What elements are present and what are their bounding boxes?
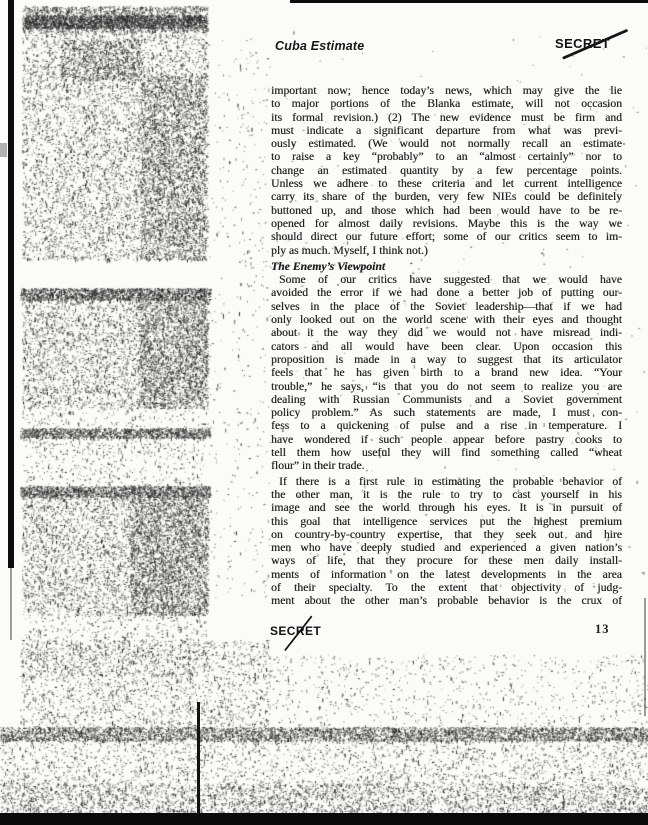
text-line: feels that he has given birth to a brand new idea. “Your (271, 366, 622, 380)
text-line: to major portions of the Blanka estimate, will not occasion (271, 97, 622, 111)
text-line: of their specialty. To the extent that objectivity of judg- (271, 580, 622, 594)
running-title: Cuba Estimate (275, 39, 365, 53)
text-line: Unless we adhere to these criteria and let current intelligence (271, 177, 622, 191)
text-line: the other man, it is the rule to try to cast yourself in his (271, 487, 622, 501)
scan-edge-bar-left-tail (10, 568, 12, 640)
text-line: cators and all would have been clear. Upon occasion this (271, 339, 622, 353)
text-line: its formal revision.) (2) The new evidence must be firm and (271, 110, 622, 124)
text-line: men who have deeply studied and experienced a given nation’s (271, 541, 622, 555)
text-line: fess to a quickening of pulse and a rise in temperature. I (271, 419, 622, 433)
scan-vertical-line (197, 702, 200, 814)
scan-smudge (0, 143, 7, 157)
text-line: trouble,” he says, “is that you do not seem to realize you are (271, 379, 622, 393)
text-line: policy problem.” As such statements are made, I must con- (271, 406, 622, 420)
text-line: important now; hence today’s news, which may give the lie (271, 84, 622, 97)
body-paragraph (271, 273, 622, 472)
text-line: only looked out on the world scene with their eyes and thought (271, 313, 622, 327)
text-line: image and see the world through his eyes. It is in pursuit of (271, 501, 622, 515)
text-line: carry its share of the burden, very few NIEs could be definitely (271, 190, 622, 204)
text-line: ways of life, that they procure for these men daily install- (271, 554, 622, 568)
text-line: to raise a key “probably” to an “almost certainly” nor to (271, 150, 622, 164)
body-paragraph (271, 475, 622, 608)
text-line: tell them how useful they will find something called “wheat (271, 446, 622, 460)
text-line: avoided the error if we had done a better job of putting our- (271, 286, 622, 300)
text-line: about it the way they did we would not have misread indi- (271, 326, 622, 340)
text-line: have wondered if such people appear before pastry cooks to (271, 432, 622, 446)
scan-edge-line-right (644, 598, 646, 716)
text-line: proposition is made in a way to suggest that its articulator (271, 352, 622, 366)
text-line: ment about the other man’s probable behavior is the crux of (271, 594, 622, 608)
text-line: this goal that intelligence services put the highest premium (271, 514, 622, 528)
text-line: buttoned up, and those which had been would have to be re- (271, 203, 622, 217)
scan-edge-line-top (290, 0, 648, 3)
classification-stamp-bottom: SECRET (270, 624, 322, 638)
text-line: opened for almost daily revisions. Maybe this is the way we (271, 216, 622, 230)
text-line: selves in the place of the Soviet leadership—that if we had (271, 299, 622, 313)
scan-edge-bar-left (8, 0, 14, 568)
body-text (271, 84, 622, 608)
scan-edge-band-bottom (0, 813, 648, 825)
text-line: ously estimated. (We would not normally recall an estimate (271, 137, 622, 151)
text-line: must indicate a significant departure from what was previ- (271, 123, 622, 137)
page-number: 13 (595, 622, 610, 636)
text-line: If there is a first rule in estimating the probable behavior of (279, 474, 622, 488)
text-line: should direct our future effort; some of our critics seem to im- (271, 230, 622, 244)
text-line: ments of information on the latest developments in the area (271, 567, 622, 581)
text-line: ply as much. Myself, I think not.) (271, 243, 428, 257)
text-line: change an estimated quantity by a few percentage points. (271, 163, 622, 177)
section-heading: The Enemy’s Viewpoint (271, 259, 386, 273)
text-line: flour” in their trade. (271, 459, 365, 473)
classification-stamp-top: SECRET (555, 36, 611, 51)
body-paragraph (271, 84, 622, 257)
text-line: dealing with Russian Communists and a Soviet government (271, 392, 622, 406)
text-line: Some of our critics have suggested that we would have (279, 273, 622, 287)
text-line: on country-by-country expertise, that they seek out and hire (271, 527, 622, 541)
